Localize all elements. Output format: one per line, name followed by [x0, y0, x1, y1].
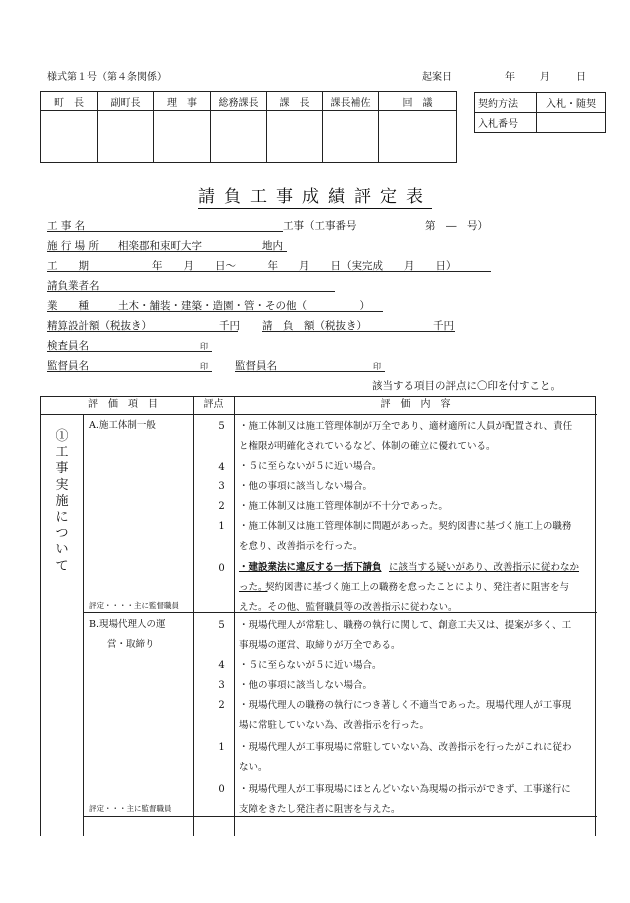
supervisor2-underline[interactable]	[235, 371, 385, 372]
approval-col-director: 理 事	[154, 92, 211, 111]
score-b-5[interactable]: 5	[218, 620, 225, 631]
header-item: 評 価 項 目	[88, 399, 158, 410]
score-b-0[interactable]: 0	[218, 784, 225, 795]
inspector-label: 検査員名	[47, 340, 89, 352]
stamp-cell[interactable]	[154, 111, 211, 163]
supervisor1-underline[interactable]	[47, 371, 212, 372]
date-month: 月	[540, 72, 550, 83]
b-line: ・現場代理人が工事現場にほとんどいない為現場の指示ができず、工事遂行に	[239, 784, 571, 795]
b-line: 支障をきたし発注者に阻害を与えた。	[239, 804, 401, 815]
evaluation-table	[40, 396, 596, 836]
contract-method-value[interactable]: 入札・随契	[537, 93, 606, 113]
inspector-seal: 印	[200, 342, 208, 351]
a-line-violation: ・建設業法に違反する一括下請負	[239, 562, 382, 573]
col-divider	[193, 397, 194, 836]
inspector-underline[interactable]	[47, 351, 212, 352]
document-title	[0, 182, 630, 207]
stamp-cell[interactable]	[379, 111, 457, 163]
b-line: ・現場代理人が常駐し、職務の執行に関して、創意工夫又は、提案が多く、工	[239, 620, 572, 631]
work-number: 第 ― 号）	[425, 220, 488, 232]
contract-table	[474, 92, 606, 133]
contractor-underline[interactable]	[47, 291, 335, 292]
supervisor2-label: 監督員名	[235, 360, 277, 372]
a-line: に該当する疑いがあり、改善指示に従わなか	[389, 562, 580, 573]
category-label: ①工事実施について	[55, 429, 69, 574]
approval-col-assistant-chief: 課長補佐	[323, 92, 379, 111]
a-line: と権限が明確化されているなど、体制の確立に優れている。	[239, 441, 496, 452]
section-b-title-2: 営・取締り	[107, 639, 155, 650]
place-value: 相楽郡和束町大字	[118, 240, 202, 252]
work-name-suffix: 工事（工事番号	[283, 220, 357, 232]
b-line: ・他の事項に該当しない場合。	[239, 680, 373, 691]
score-a-2[interactable]: 2	[218, 501, 225, 512]
bid-number-label: 入札番号	[475, 113, 537, 133]
date-day: 日	[576, 72, 586, 83]
b-line: ・現場代理人の職務の執行につき著しく不適当であった。現場代理人が工事現	[239, 700, 572, 711]
stamp-cell[interactable]	[98, 111, 154, 163]
header-content: 評 価 内 容	[380, 399, 451, 410]
a-line: ・他の事項に該当しない場合。	[239, 481, 373, 492]
score-a-4[interactable]: 4	[218, 462, 225, 473]
a-line: ・施工体制又は施工管理体制が万全であり、適材適所に人員が配置され、責任	[239, 421, 573, 432]
col-divider	[234, 397, 235, 836]
b-line: ・現場代理人が工事現場に常駐していない為、改善指示を行ったがこれに従わ	[239, 742, 572, 753]
b-line: 場に常駐していない為、改善指示を行った。	[239, 720, 430, 731]
score-a-1[interactable]: 1	[218, 521, 225, 532]
col-divider	[83, 414, 84, 836]
stamp-cell[interactable]	[41, 111, 98, 163]
approval-col-circulation: 回 議	[379, 92, 457, 111]
a-line: ・施工体制又は施工管理体制が不十分であった。	[239, 501, 448, 512]
place-suffix: 地内	[262, 240, 283, 252]
score-b-4[interactable]: 4	[218, 660, 225, 671]
header-score: 評点	[203, 399, 224, 410]
section-b-note: 評定・・・主に監督職員	[89, 804, 172, 813]
instruction-text: 該当する項目の評点に〇印を付すこと。	[372, 380, 561, 392]
stamp-cell[interactable]	[323, 111, 379, 163]
b-line: ・５に至らないが５に近い場合。	[239, 660, 382, 671]
contract-amount-unit: 千円	[433, 320, 454, 332]
approval-col-section-chief: 課 長	[267, 92, 323, 111]
work-name-label: 工 事 名	[47, 220, 86, 232]
b-line: 事現場の運営、取締りが万全である。	[239, 640, 401, 651]
estimate-label: 精算設計額（税抜き）	[47, 320, 152, 332]
supervisor2-seal: 印	[373, 362, 381, 371]
contract-method-label: 契約方法	[475, 93, 537, 113]
supervisor1-label: 監督員名	[47, 360, 89, 372]
industry-underline[interactable]	[47, 311, 383, 312]
place-underline[interactable]	[47, 251, 287, 252]
date-year: 年	[505, 72, 515, 83]
period-text: 年 月 日～ 年 月 日（実完成 月 日）	[152, 260, 457, 272]
contractor-label: 請負業者名	[47, 280, 100, 292]
section-a-title: A.施工体制一般	[89, 420, 156, 431]
title-text: 請負工事成績評定表	[198, 187, 432, 207]
a-line: ・５に至らないが５に近い場合。	[239, 461, 382, 472]
a-line: 契約図書に基づく施工上の職務を怠ったことにより、発注者に阻害を与	[265, 582, 570, 593]
approval-col-deputy-mayor: 副町長	[98, 92, 154, 111]
contract-amount-underline[interactable]	[262, 331, 455, 332]
a-line: えた。その他、監督職員等の改善指示に従わない。	[239, 602, 458, 613]
header-divider	[41, 414, 597, 415]
a-line: ・施工体制又は施工管理体制に問題があった。契約図書に基づく施工上の職務	[239, 521, 572, 532]
score-b-3[interactable]: 3	[218, 680, 225, 691]
score-a-0[interactable]: 0	[218, 563, 225, 574]
bid-number-value[interactable]	[537, 113, 606, 133]
drafted-date-label: 起案日	[422, 72, 452, 83]
approval-table	[40, 91, 457, 163]
period-underline[interactable]	[47, 271, 491, 272]
a-line: った。	[239, 582, 268, 593]
work-name-underline[interactable]	[47, 231, 283, 232]
estimate-underline[interactable]	[47, 331, 238, 332]
estimate-unit: 千円	[219, 320, 240, 332]
section-divider	[83, 816, 597, 817]
stamp-cell[interactable]	[267, 111, 323, 163]
industry-value: 土木・舗装・建築・造園・管・その他（ ）	[118, 300, 370, 312]
period-label: 工 期	[47, 260, 89, 272]
score-a-3[interactable]: 3	[218, 481, 225, 492]
score-b-1[interactable]: 1	[218, 742, 225, 753]
place-label: 施 行 場 所	[47, 240, 100, 252]
stamp-cell[interactable]	[211, 111, 267, 163]
supervisor1-seal: 印	[200, 362, 208, 371]
approval-col-mayor: 町 長	[41, 92, 98, 111]
section-a-note: 評定・・・・主に監督職員	[89, 601, 179, 610]
contract-amount-label: 請 負 額（税抜き）	[262, 320, 367, 332]
industry-label: 業 種	[47, 300, 89, 312]
a-line: を怠り、改善指示を行った。	[239, 541, 363, 552]
form-number: 様式第１号（第４条関係）	[47, 72, 167, 83]
section-b-title: B.現場代理人の運	[89, 619, 166, 630]
b-line: ない。	[239, 762, 268, 773]
score-b-2[interactable]: 2	[218, 700, 225, 711]
score-a-5[interactable]: 5	[218, 421, 225, 432]
approval-col-general-affairs: 総務課長	[211, 92, 267, 111]
